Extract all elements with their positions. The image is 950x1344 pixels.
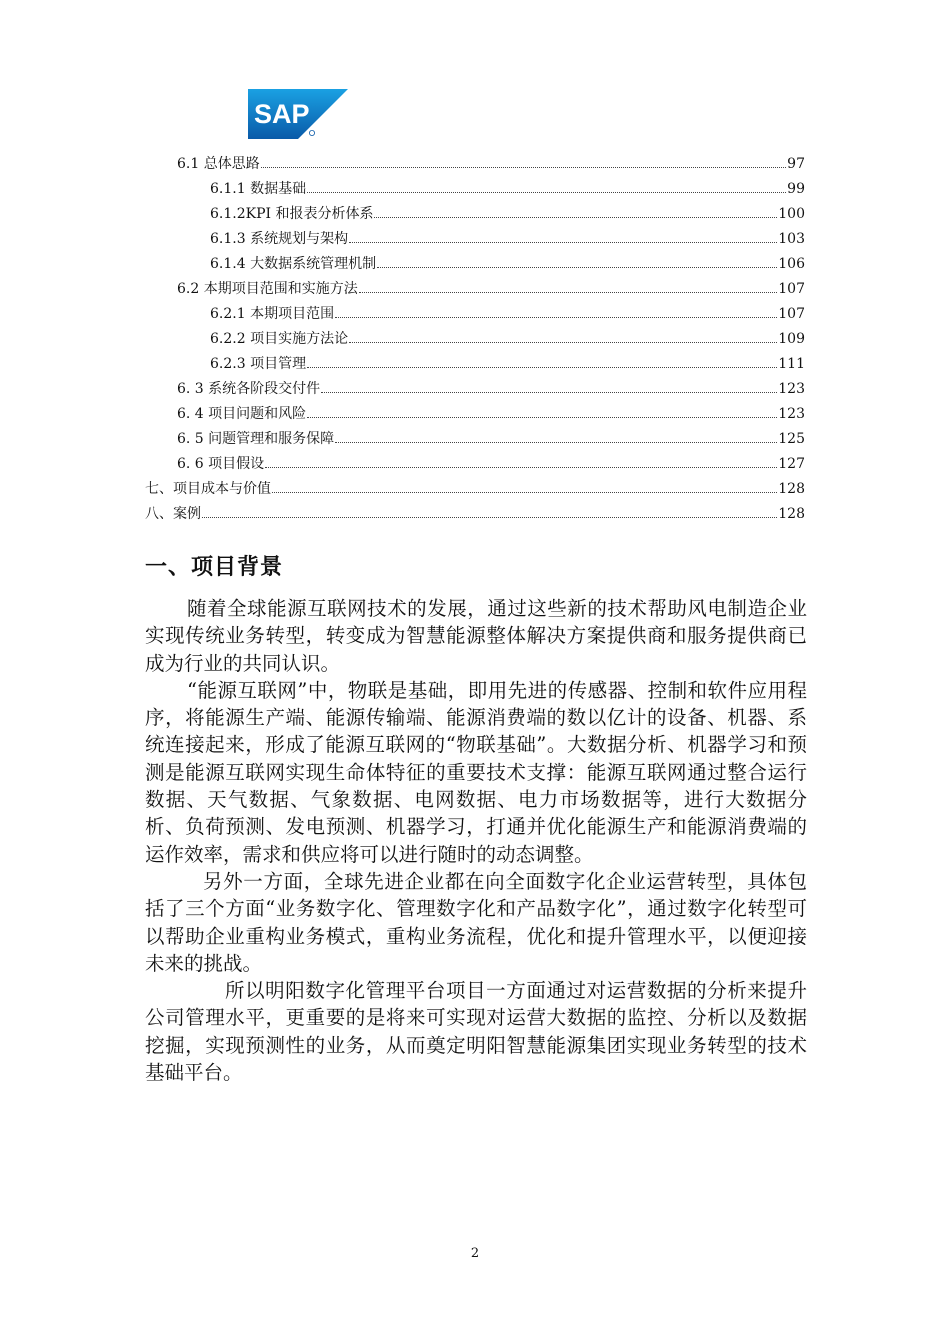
toc-dot-leader xyxy=(265,466,777,468)
toc-dot-leader xyxy=(307,366,777,368)
toc-entry-title: 6.1.3 系统规划与架构 xyxy=(210,231,349,247)
toc-entry-page: 97 xyxy=(787,156,805,172)
toc-entry[interactable] xyxy=(145,427,805,452)
toc-entry-title: 八、案例 xyxy=(145,506,201,522)
toc-dot-leader xyxy=(374,216,777,218)
toc-entry[interactable] xyxy=(145,327,805,352)
toc-entry[interactable] xyxy=(145,377,805,402)
toc-entry-page: 109 xyxy=(778,331,805,347)
sap-logo xyxy=(248,89,348,139)
toc-dot-leader xyxy=(349,241,777,243)
toc-entry[interactable] xyxy=(145,452,805,477)
toc-entry-page: 123 xyxy=(778,406,805,422)
toc-dot-leader xyxy=(261,166,786,168)
toc-entry-title: 6. 4 项目问题和风险 xyxy=(177,406,307,422)
toc-entry-title: 6.1.2KPI 和报表分析体系 xyxy=(210,206,374,222)
toc-entry-page: 103 xyxy=(778,231,805,247)
toc-entry-page: 127 xyxy=(778,456,805,472)
toc-dot-leader xyxy=(307,416,777,418)
toc-entry[interactable] xyxy=(145,502,805,527)
toc-entry-page: 100 xyxy=(778,206,805,222)
toc-entry-page: 107 xyxy=(778,281,805,297)
paragraph-1: 随着全球能源互联网技术的发展，通过这些新的技术帮助风电制造企业实现传统业务转型，转变成为智慧能源整体解决方案提供商和服务提供商已成为行业的共同认识。 xyxy=(145,597,807,675)
section-project-background xyxy=(145,550,807,1086)
toc-entry[interactable] xyxy=(145,477,805,502)
toc-entry[interactable] xyxy=(145,277,805,302)
toc-entry-title: 6.2.2 项目实施方法论 xyxy=(210,331,349,347)
toc-dot-leader xyxy=(335,441,777,443)
paragraph-4: 所以明阳数字化管理平台项目一方面通过对运营数据的分析来提升公司管理水平，更重要的是将来可实现对运营大数据的监控、分析以及数据挖掘，实现预测性的业务，从而奠定明阳智慧能源集团实现业务转型的技术基础平台。 xyxy=(145,979,807,1085)
toc-entry-title: 6. 3 系统各阶段交付件 xyxy=(177,381,321,397)
toc-entry-title: 6.2.1 本期项目范围 xyxy=(210,306,335,322)
toc-entry-page: 128 xyxy=(778,506,805,522)
toc-entry-title: 6. 6 项目假设 xyxy=(177,456,265,472)
toc-entry-page: 128 xyxy=(778,481,805,497)
toc-entry-page: 125 xyxy=(778,431,805,447)
toc-entry[interactable] xyxy=(145,227,805,252)
toc-entry-page: 123 xyxy=(778,381,805,397)
toc-entry-title: 七、项目成本与价值 xyxy=(145,481,271,497)
toc-dot-leader xyxy=(359,291,778,293)
toc-entry-title: 6.1.4 大数据系统管理机制 xyxy=(210,256,377,272)
table-of-contents xyxy=(145,152,805,527)
toc-entry-page: 106 xyxy=(778,256,805,272)
toc-entry[interactable] xyxy=(145,352,805,377)
toc-entry-title: 6.2.3 项目管理 xyxy=(210,356,307,372)
toc-dot-leader xyxy=(272,491,777,493)
toc-entry[interactable] xyxy=(145,177,805,202)
toc-dot-leader xyxy=(202,516,777,518)
svg-text:SAP: SAP xyxy=(254,99,310,129)
toc-entry-page: 107 xyxy=(778,306,805,322)
toc-entry[interactable] xyxy=(145,302,805,327)
toc-entry-title: 6.1 总体思路 xyxy=(177,156,260,172)
toc-entry[interactable] xyxy=(145,152,805,177)
paragraph-3: 另外一方面，全球先进企业都在向全面数字化企业运营转型，具体包括了三个方面“业务数字化、管理数字化和产品数字化”，通过数字化转型可以帮助企业重构业务模式，重构业务流程，优化和提升管理水平，以便迎接未来的挑战。 xyxy=(145,869,807,975)
toc-entry[interactable] xyxy=(145,252,805,277)
toc-dot-leader xyxy=(335,316,777,318)
toc-dot-leader xyxy=(307,191,786,193)
toc-entry[interactable] xyxy=(145,202,805,227)
toc-entry-page: 99 xyxy=(787,181,805,197)
section-heading: 一、项目背景 xyxy=(145,555,284,580)
toc-dot-leader xyxy=(321,391,777,393)
page-number: 2 xyxy=(470,1246,480,1261)
toc-dot-leader xyxy=(349,341,777,343)
toc-entry[interactable] xyxy=(145,402,805,427)
toc-entry-title: 6.2 本期项目范围和实施方法 xyxy=(177,281,358,297)
toc-entry-title: 6.1.1 数据基础 xyxy=(210,181,307,197)
toc-entry-page: 111 xyxy=(778,356,805,372)
paragraph-2: “能源互联网”中，物联是基础，即用先进的传感器、控制和软件应用程序，将能源生产端、能源传输端、能源消费端的数以亿计的设备、机器、系统连接起来，形成了能源互联网的“物联基础”。大数据分析、机器学习和预测是能源互联网实现生命体特征的重要技术支撑：能源互联网通过整合运行数据、天气数据、气象数据、电网数据、电力市场数据等，进行大数据分析、负荷预测、发电预测、机器学习，打通并优化能源生产和能源消费端的运作效率，需求和供应将可以进行随时的动态调整。 xyxy=(145,678,807,866)
toc-entry-title: 6. 5 问题管理和服务保障 xyxy=(177,431,335,447)
toc-dot-leader xyxy=(377,266,777,268)
